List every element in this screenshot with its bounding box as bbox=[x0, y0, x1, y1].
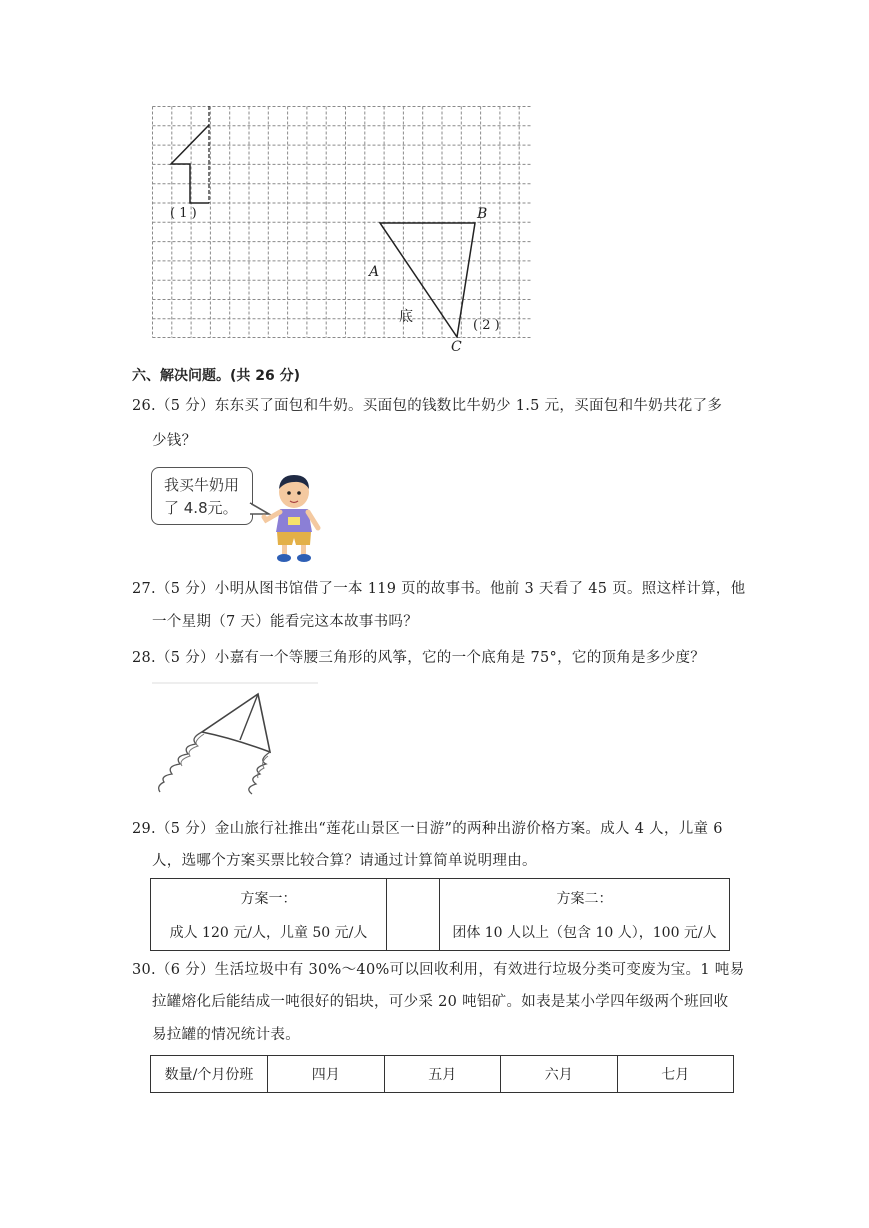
plan1-title: 方案一： bbox=[240, 890, 297, 907]
figure-label-1: ( 1 ) bbox=[170, 206, 197, 221]
vertex-label-a: A bbox=[369, 264, 380, 280]
q29-line2: 人，选哪个方案买票比较合算？请通过计算简单说明理由。 bbox=[152, 853, 537, 869]
figure-label-2: ( 2 ) bbox=[473, 318, 500, 333]
q30-line1: 30.（6 分）生活垃圾中有 30%～40%可以回收利用，有效进行垃圾分类可变废为宝。1 吨易 bbox=[132, 962, 745, 978]
q27-line1: 27.（5 分）小明从图书馆借了一本 119 页的故事书。他前 3 天看了 45 页。照这样计算，他 bbox=[132, 581, 746, 597]
plan-spacer-cell bbox=[387, 879, 440, 951]
kite-illustration bbox=[152, 682, 318, 800]
price-plan-table bbox=[150, 878, 730, 951]
plan2-title: 方案二： bbox=[556, 890, 613, 907]
bubble-line-2: 了 4.8元。 bbox=[164, 499, 238, 517]
table-header-cell: 四月 bbox=[268, 1056, 385, 1093]
base-label: 底 bbox=[399, 309, 413, 325]
q30-line2: 拉罐熔化后能结成一吨很好的铝块，可少采 20 吨铝矿。如表是某小学四年级两个班回收 bbox=[152, 994, 729, 1010]
grid-figure bbox=[152, 106, 533, 338]
q27-line2: 一个星期（7 天）能看完这本故事书吗？ bbox=[152, 614, 419, 630]
plan2-cell bbox=[440, 879, 730, 951]
q29-line1: 29.（5 分）金山旅行社推出“莲花山景区一日游”的两种出游价格方案。成人 4 人，儿童 6 bbox=[132, 821, 723, 837]
vertex-label-b: B bbox=[477, 206, 488, 222]
q26-line2: 少钱？ bbox=[152, 433, 197, 449]
table-header-cell: 六月 bbox=[501, 1056, 618, 1093]
grid-lines bbox=[153, 107, 533, 338]
section-title: 六、解决问题。(共 26 分) bbox=[132, 368, 301, 384]
table-header-cell: 七月 bbox=[617, 1056, 734, 1093]
can-stats-table bbox=[150, 1055, 734, 1093]
q30-line3: 易拉罐的情况统计表。 bbox=[152, 1027, 300, 1043]
speech-bubble-text bbox=[164, 474, 239, 520]
table-header-cell: 数量/个月份班 bbox=[151, 1056, 268, 1093]
q28-line1: 28.（5 分）小嘉有一个等腰三角形的风筝，它的一个底角是 75°，它的顶角是多少度？ bbox=[132, 650, 706, 666]
plan1-cell bbox=[151, 879, 387, 951]
table-header-cell: 五月 bbox=[384, 1056, 501, 1093]
bubble-line-1: 我买牛奶用 bbox=[164, 476, 240, 494]
vertex-label-c: C bbox=[451, 339, 462, 355]
boy-illustration bbox=[258, 472, 328, 564]
plan1-detail: 成人 120 元/人，儿童 50 元/人 bbox=[169, 924, 368, 941]
q26-line1: 26.（5 分）东东买了面包和牛奶。买面包的钱数比牛奶少 1.5 元，买面包和牛奶共花了多 bbox=[132, 398, 723, 414]
plan2-detail: 团体 10 人以上（包含 10 人），100 元/人 bbox=[452, 924, 717, 941]
